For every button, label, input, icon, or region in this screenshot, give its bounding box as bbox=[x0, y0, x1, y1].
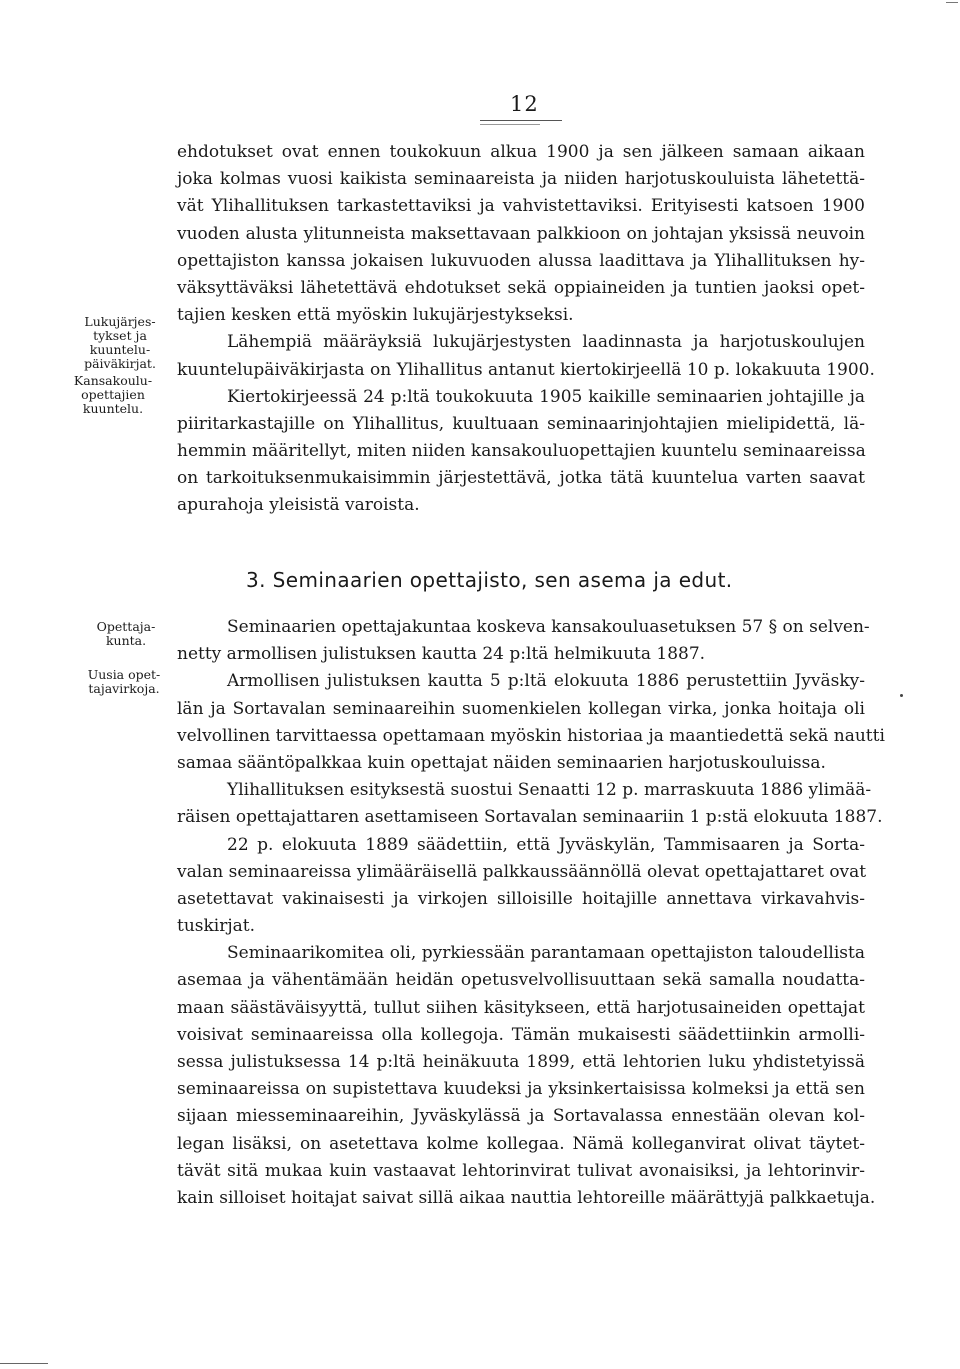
text-line: asemaa ja vähentämään heidän opetusvelvollisuuttaan sekä samalla noudatta- bbox=[177, 970, 865, 991]
text-line: Armollisen julistuksen kautta 5 p:ltä elokuuta 1886 perustettiin Jyväsky- bbox=[227, 671, 865, 692]
stray-mark bbox=[900, 694, 903, 697]
text-line: valan seminaareissa ylimääräisellä palkkaussäännöllä olevat opettajattaret ovat bbox=[177, 861, 867, 882]
text-line: sijaan miesseminaareihin, Jyväskylässä ja Sortavalassa ennestään olevan kol- bbox=[177, 1106, 865, 1127]
text-line: vuoden alusta ylitunneista maksettavaan palkkioon on johtajan yksissä neuvoin bbox=[177, 223, 865, 244]
text-line: on tarkoituksenmukaisimmin järjestettävä, jotka tätä kuuntelua varten saavat bbox=[177, 468, 865, 489]
top-paragraphs bbox=[177, 139, 875, 520]
text-line: samaa sääntöpalkkaa kuin opettajat näiden seminaarien harjotuskouluissa. bbox=[177, 752, 826, 773]
text-line: ehdotukset ovat ennen toukokuun alkua 1900 ja sen jälkeen samaan aikaan bbox=[177, 142, 865, 162]
text-line: 22 p. elokuuta 1889 säädettiin, että Jyväskylän, Tammisaaren ja Sorta- bbox=[227, 834, 865, 855]
margin-note-opettajakunta: Opettaja- kunta. bbox=[96, 619, 156, 648]
text-line: vät Ylihallituksen tarkastettaviksi ja vahvistettaviksi. Erityisesti katsoen 1900 bbox=[177, 196, 865, 217]
text-line: apurahoja yleisistä varoista. bbox=[177, 495, 420, 516]
text-line: Kiertokirjeessä 24 p:ltä toukokuuta 1905 kaikille seminaarien johtajille ja bbox=[227, 386, 865, 407]
bottom-edge-rule bbox=[0, 1363, 48, 1364]
text-line: kain silloiset hoitajat saivat sillä aikaa nauttia lehtoreille määrättyjä palkkaetuja. bbox=[177, 1187, 876, 1208]
text-line: Ylihallituksen esityksestä suostui Senaatti 12 p. marraskuuta 1886 ylimää- bbox=[227, 780, 872, 801]
text-line: räisen opettajattaren asettamiseen Sortavalan seminaariin 1 p:stä elokuuta 1887. bbox=[177, 807, 883, 828]
page-number: 12 bbox=[510, 92, 539, 116]
section-heading: 3. Seminaarien opettajisto, sen asema ja edut. bbox=[246, 568, 733, 592]
text-line: voisivat seminaareissa olla kollegoja. Tämän mukaisesti säädettiinkin armolli- bbox=[177, 1024, 865, 1045]
corner-mark bbox=[946, 2, 958, 3]
text-line: piiritarkastajille on Ylihallitus, kuultuaan seminaarinjohtajien mielipidettä, lä- bbox=[177, 413, 865, 434]
page-number-rule bbox=[480, 120, 562, 121]
page-number-rule-secondary bbox=[480, 124, 540, 125]
text-line: opettajiston kanssa jokaisen lukuvuoden alussa laadittava ja Ylihallituksen hy- bbox=[177, 250, 865, 271]
text-line: väksyttäväksi lähetettävä ehdotukset sekä oppiaineiden ja tuntien jaoksi opet- bbox=[177, 277, 865, 298]
text-line: tuskirjat. bbox=[177, 916, 256, 937]
text-line: seminaareissa on supistettava kuudeksi ja yksinkertaisissa kolmeksi ja että sen bbox=[177, 1079, 865, 1100]
text-line: Lähempiä määräyksiä lukujärjestysten laadinnasta ja harjotuskoulujen bbox=[227, 332, 865, 353]
text-line: tajien kesken että myöskin lukujärjestykseksi. bbox=[177, 305, 574, 326]
margin-note-kansakoulu: Kansakoulu- opettajien kuuntelu. bbox=[73, 373, 153, 416]
margin-note-uusia: Uusia opet- tajavirkoja. bbox=[87, 667, 161, 696]
text-line: tävät sitä mukaa kuin vastaavat lehtorinvirat tulivat avonaisiksi, ja lehtorinvir- bbox=[177, 1160, 865, 1181]
text-line: Seminaarien opettajakuntaa koskeva kansakouluasetuksen 57 § on selven- bbox=[227, 617, 870, 637]
text-line: hemmin määritellyt, miten niiden kansakouluopettajien kuuntelu seminaareissa bbox=[177, 441, 866, 462]
margin-note-lukujarjestykset: Lukujärjes- tykset ja kuuntelu- päiväkirjat. bbox=[84, 314, 156, 371]
text-line: asetettavat vakinaisesti ja virkojen silloisille hoitajille annettava virkavahvis- bbox=[177, 888, 865, 909]
text-line: legan lisäksi, on asetettava kolme kollegaa. Nämä kolleganvirat olivat täytet- bbox=[177, 1133, 865, 1154]
text-line: kuuntelupäiväkirjasta on Ylihallitus antanut kiertokirjeellä 10 p. lokakuuta 1900. bbox=[177, 359, 875, 380]
text-line: Seminaarikomitea oli, pyrkiessään parantamaan opettajiston taloudellista bbox=[227, 943, 865, 964]
text-line: sessa julistuksessa 14 p:ltä heinäkuuta 1899, että lehtorien luku yhdistetyissä bbox=[177, 1052, 865, 1072]
text-line: netty armollisen julistuksen kautta 24 p:ltä helmikuuta 1887. bbox=[177, 644, 706, 665]
text-line: velvollinen tarvittaessa opettamaan myöskin historiaa ja maantiedettä sekä nautti bbox=[177, 725, 885, 746]
text-line: län ja Sortavalan seminaareihin suomenkielen kollegan virka, jonka hoitaja oli bbox=[177, 698, 865, 719]
text-line: maan säästäväisyyttä, tullut siihen käsitykseen, että harjotusaineiden opettajat bbox=[177, 997, 865, 1018]
text-line: joka kolmas vuosi kaikista seminaareista ja niiden harjotuskouluista lähetettä- bbox=[177, 169, 865, 190]
bottom-paragraphs bbox=[177, 614, 885, 1212]
